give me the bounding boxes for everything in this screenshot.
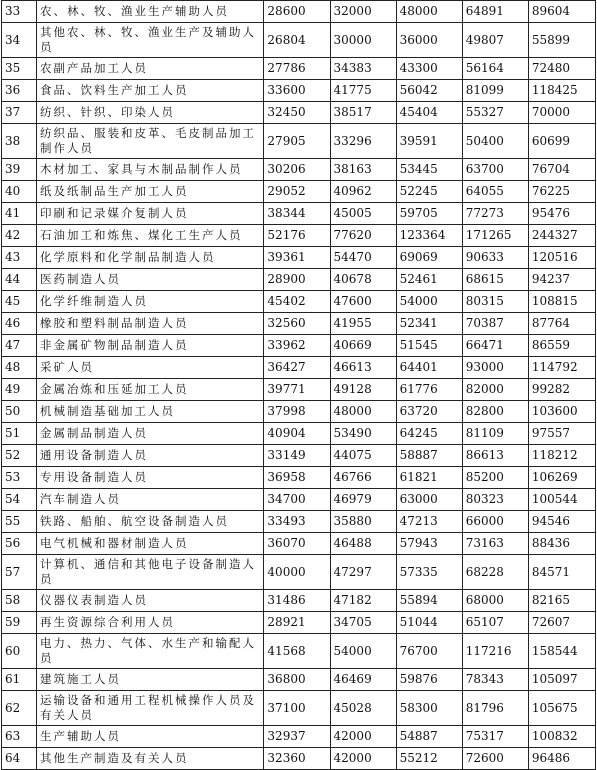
table-row — [2, 80, 596, 102]
wage-value-cell: 36958 — [264, 467, 330, 489]
wage-value-cell: 46488 — [330, 533, 396, 555]
wage-value-cell: 32360 — [264, 748, 330, 770]
wage-value-cell: 50400 — [462, 124, 528, 159]
occupation-name-cell: 食品、饮料生产加工人员 — [37, 80, 264, 102]
wage-value-cell: 105675 — [528, 691, 595, 726]
wage-value-cell: 27786 — [264, 58, 330, 80]
wage-value-cell: 38344 — [264, 203, 330, 225]
wage-value-cell: 40000 — [264, 555, 330, 590]
wage-value-cell: 86559 — [528, 335, 595, 357]
wage-value-cell: 56164 — [462, 58, 528, 80]
wage-value-cell: 106269 — [528, 467, 595, 489]
wage-value-cell: 44075 — [330, 445, 396, 467]
wage-value-cell: 69069 — [396, 247, 462, 269]
wage-value-cell: 95476 — [528, 203, 595, 225]
wage-value-cell: 40962 — [330, 181, 396, 203]
row-number-cell: 56 — [2, 533, 37, 555]
wage-value-cell: 32000 — [330, 1, 396, 23]
table-row — [2, 533, 596, 555]
wage-value-cell: 84571 — [528, 555, 595, 590]
wage-value-cell: 38163 — [330, 159, 396, 181]
row-number-cell: 37 — [2, 102, 37, 124]
row-number-cell: 47 — [2, 335, 37, 357]
occupation-name-cell: 计算机、通信和其他电子设备制造人员 — [37, 555, 264, 590]
wage-value-cell: 108815 — [528, 291, 595, 313]
wage-value-cell: 39771 — [264, 379, 330, 401]
table-row — [2, 357, 596, 379]
wage-value-cell: 29052 — [264, 181, 330, 203]
wage-value-cell: 34700 — [264, 489, 330, 511]
table-row — [2, 159, 596, 181]
wage-value-cell: 40904 — [264, 423, 330, 445]
occupation-name-cell: 生产辅助人员 — [37, 726, 264, 748]
wage-value-cell: 114792 — [528, 357, 595, 379]
wage-value-cell: 63000 — [396, 489, 462, 511]
row-number-cell: 63 — [2, 726, 37, 748]
wage-value-cell: 61821 — [396, 467, 462, 489]
wage-value-cell: 117216 — [462, 634, 528, 669]
row-number-cell: 62 — [2, 691, 37, 726]
wage-value-cell: 51044 — [396, 612, 462, 634]
wage-value-cell: 33493 — [264, 511, 330, 533]
occupation-name-cell: 橡胶和塑料制品制造人员 — [37, 313, 264, 335]
wage-value-cell: 47600 — [330, 291, 396, 313]
table-row — [2, 423, 596, 445]
row-number-cell: 49 — [2, 379, 37, 401]
wage-value-cell: 55327 — [462, 102, 528, 124]
occupation-name-cell: 金属制品制造人员 — [37, 423, 264, 445]
wage-table — [1, 0, 596, 770]
wage-value-cell: 32450 — [264, 102, 330, 124]
table-row — [2, 1, 596, 23]
table-row — [2, 669, 596, 691]
occupation-name-cell: 其他农、林、牧、渔业生产及辅助人员 — [37, 23, 264, 58]
wage-value-cell: 66000 — [462, 511, 528, 533]
wage-value-cell: 37998 — [264, 401, 330, 423]
occupation-name-cell: 机械制造基础加工人员 — [37, 401, 264, 423]
wage-value-cell: 32937 — [264, 726, 330, 748]
wage-value-cell: 93000 — [462, 357, 528, 379]
row-number-cell: 46 — [2, 313, 37, 335]
wage-value-cell: 55212 — [396, 748, 462, 770]
wage-value-cell: 43300 — [396, 58, 462, 80]
table-row — [2, 634, 596, 669]
wage-value-cell: 97557 — [528, 423, 595, 445]
wage-value-cell: 46469 — [330, 669, 396, 691]
occupation-name-cell: 医药制造人员 — [37, 269, 264, 291]
wage-value-cell: 47213 — [396, 511, 462, 533]
wage-value-cell: 55899 — [528, 23, 595, 58]
wage-value-cell: 105097 — [528, 669, 595, 691]
table-row — [2, 23, 596, 58]
wage-value-cell: 85200 — [462, 467, 528, 489]
occupation-name-cell: 电力、热力、气体、水生产和输配人员 — [37, 634, 264, 669]
occupation-name-cell: 运输设备和通用工程机械操作人员及有关人员 — [37, 691, 264, 726]
wage-value-cell: 82800 — [462, 401, 528, 423]
wage-value-cell: 27905 — [264, 124, 330, 159]
wage-value-cell: 33962 — [264, 335, 330, 357]
row-number-cell: 44 — [2, 269, 37, 291]
row-number-cell: 45 — [2, 291, 37, 313]
wage-value-cell: 47297 — [330, 555, 396, 590]
wage-value-cell: 81796 — [462, 691, 528, 726]
row-number-cell: 60 — [2, 634, 37, 669]
wage-value-cell: 53445 — [396, 159, 462, 181]
occupation-name-cell: 其他生产制造及有关人员 — [37, 748, 264, 770]
wage-value-cell: 41775 — [330, 80, 396, 102]
wage-value-cell: 35880 — [330, 511, 396, 533]
table-row — [2, 181, 596, 203]
wage-value-cell: 54887 — [396, 726, 462, 748]
row-number-cell: 53 — [2, 467, 37, 489]
wage-value-cell: 75317 — [462, 726, 528, 748]
wage-value-cell: 52176 — [264, 225, 330, 247]
row-number-cell: 51 — [2, 423, 37, 445]
wage-value-cell: 49807 — [462, 23, 528, 58]
wage-value-cell: 58887 — [396, 445, 462, 467]
wage-value-cell: 55894 — [396, 590, 462, 612]
wage-value-cell: 45404 — [396, 102, 462, 124]
wage-value-cell: 28900 — [264, 269, 330, 291]
wage-value-cell: 88436 — [528, 533, 595, 555]
table-row — [2, 445, 596, 467]
wage-value-cell: 82165 — [528, 590, 595, 612]
wage-value-cell: 64055 — [462, 181, 528, 203]
table-row — [2, 748, 596, 770]
occupation-name-cell: 仪器仪表制造人员 — [37, 590, 264, 612]
wage-value-cell: 78343 — [462, 669, 528, 691]
wage-value-cell: 76225 — [528, 181, 595, 203]
wage-value-cell: 41568 — [264, 634, 330, 669]
wage-value-cell: 80323 — [462, 489, 528, 511]
wage-value-cell: 45028 — [330, 691, 396, 726]
wage-value-cell: 57335 — [396, 555, 462, 590]
occupation-name-cell: 铁路、船舶、航空设备制造人员 — [37, 511, 264, 533]
wage-value-cell: 54000 — [396, 291, 462, 313]
wage-value-cell: 118425 — [528, 80, 595, 102]
wage-value-cell: 33149 — [264, 445, 330, 467]
table-row — [2, 467, 596, 489]
wage-value-cell: 46613 — [330, 357, 396, 379]
wage-value-cell: 86613 — [462, 445, 528, 467]
wage-value-cell: 64401 — [396, 357, 462, 379]
row-number-cell: 50 — [2, 401, 37, 423]
wage-value-cell: 36000 — [396, 23, 462, 58]
row-number-cell: 38 — [2, 124, 37, 159]
table-row — [2, 335, 596, 357]
wage-value-cell: 45402 — [264, 291, 330, 313]
occupation-name-cell: 纸及纸制品生产加工人员 — [37, 181, 264, 203]
row-number-cell: 48 — [2, 357, 37, 379]
table-row — [2, 291, 596, 313]
wage-value-cell: 89604 — [528, 1, 595, 23]
row-number-cell: 33 — [2, 1, 37, 23]
wage-value-cell: 28600 — [264, 1, 330, 23]
occupation-name-cell: 农、林、牧、渔业生产辅助人员 — [37, 1, 264, 23]
row-number-cell: 36 — [2, 80, 37, 102]
row-number-cell: 34 — [2, 23, 37, 58]
wage-value-cell: 30000 — [330, 23, 396, 58]
wage-value-cell: 99282 — [528, 379, 595, 401]
wage-value-cell: 100544 — [528, 489, 595, 511]
wage-value-cell: 34383 — [330, 58, 396, 80]
wage-value-cell: 48000 — [330, 401, 396, 423]
wage-value-cell: 28921 — [264, 612, 330, 634]
occupation-name-cell: 木材加工、家具与木制品制作人员 — [37, 159, 264, 181]
wage-value-cell: 51545 — [396, 335, 462, 357]
wage-value-cell: 61776 — [396, 379, 462, 401]
row-number-cell: 35 — [2, 58, 37, 80]
table-row — [2, 489, 596, 511]
table-row — [2, 124, 596, 159]
row-number-cell: 42 — [2, 225, 37, 247]
row-number-cell: 39 — [2, 159, 37, 181]
row-number-cell: 54 — [2, 489, 37, 511]
wage-value-cell: 77620 — [330, 225, 396, 247]
table-row — [2, 313, 596, 335]
occupation-name-cell: 化学纤维制造人员 — [37, 291, 264, 313]
wage-value-cell: 57943 — [396, 533, 462, 555]
table-row — [2, 102, 596, 124]
wage-value-cell: 63720 — [396, 401, 462, 423]
wage-value-cell: 100832 — [528, 726, 595, 748]
wage-value-cell: 52245 — [396, 181, 462, 203]
wage-value-cell: 118212 — [528, 445, 595, 467]
wage-value-cell: 76704 — [528, 159, 595, 181]
table-row — [2, 203, 596, 225]
table-row — [2, 691, 596, 726]
occupation-name-cell: 电气机械和器材制造人员 — [37, 533, 264, 555]
wage-value-cell: 80315 — [462, 291, 528, 313]
wage-value-cell: 30206 — [264, 159, 330, 181]
occupation-name-cell: 纺织、针织、印染人员 — [37, 102, 264, 124]
wage-value-cell: 34705 — [330, 612, 396, 634]
wage-value-cell: 64245 — [396, 423, 462, 445]
row-number-cell: 55 — [2, 511, 37, 533]
wage-value-cell: 39591 — [396, 124, 462, 159]
occupation-name-cell: 建筑施工人员 — [37, 669, 264, 691]
occupation-name-cell: 印刷和记录媒介复制人员 — [37, 203, 264, 225]
wage-value-cell: 58300 — [396, 691, 462, 726]
table-row — [2, 269, 596, 291]
wage-value-cell: 39361 — [264, 247, 330, 269]
wage-value-cell: 38517 — [330, 102, 396, 124]
occupation-name-cell: 采矿人员 — [37, 357, 264, 379]
occupation-name-cell: 通用设备制造人员 — [37, 445, 264, 467]
wage-value-cell: 72480 — [528, 58, 595, 80]
occupation-name-cell: 石油加工和炼焦、煤化工生产人员 — [37, 225, 264, 247]
occupation-name-cell: 农副产品加工人员 — [37, 58, 264, 80]
row-number-cell: 64 — [2, 748, 37, 770]
wage-value-cell: 53490 — [330, 423, 396, 445]
wage-value-cell: 87764 — [528, 313, 595, 335]
occupation-name-cell: 纺织品、服装和皮革、毛皮制品加工制作人员 — [37, 124, 264, 159]
wage-value-cell: 120516 — [528, 247, 595, 269]
wage-value-cell: 46979 — [330, 489, 396, 511]
wage-value-cell: 123364 — [396, 225, 462, 247]
row-number-cell: 58 — [2, 590, 37, 612]
table-row — [2, 247, 596, 269]
wage-value-cell: 54000 — [330, 634, 396, 669]
wage-value-cell: 81099 — [462, 80, 528, 102]
wage-value-cell: 40669 — [330, 335, 396, 357]
wage-value-cell: 59876 — [396, 669, 462, 691]
wage-value-cell: 68615 — [462, 269, 528, 291]
wage-value-cell: 73163 — [462, 533, 528, 555]
wage-value-cell: 47182 — [330, 590, 396, 612]
wage-value-cell: 36070 — [264, 533, 330, 555]
wage-table-body — [2, 1, 596, 770]
occupation-name-cell: 非金属矿物制品制造人员 — [37, 335, 264, 357]
wage-value-cell: 45005 — [330, 203, 396, 225]
wage-value-cell: 42000 — [330, 726, 396, 748]
wage-value-cell: 90633 — [462, 247, 528, 269]
row-number-cell: 40 — [2, 181, 37, 203]
row-number-cell: 43 — [2, 247, 37, 269]
wage-value-cell: 49128 — [330, 379, 396, 401]
wage-value-cell: 72600 — [462, 748, 528, 770]
wage-value-cell: 96486 — [528, 748, 595, 770]
wage-value-cell: 65107 — [462, 612, 528, 634]
table-row — [2, 511, 596, 533]
wage-value-cell: 26804 — [264, 23, 330, 58]
row-number-cell: 41 — [2, 203, 37, 225]
wage-value-cell: 68000 — [462, 590, 528, 612]
wage-value-cell: 82000 — [462, 379, 528, 401]
wage-value-cell: 33600 — [264, 80, 330, 102]
wage-value-cell: 32560 — [264, 313, 330, 335]
table-row — [2, 225, 596, 247]
table-row — [2, 590, 596, 612]
wage-value-cell: 70387 — [462, 313, 528, 335]
wage-value-cell: 52461 — [396, 269, 462, 291]
occupation-name-cell: 专用设备制造人员 — [37, 467, 264, 489]
wage-value-cell: 66471 — [462, 335, 528, 357]
wage-value-cell: 54470 — [330, 247, 396, 269]
row-number-cell: 61 — [2, 669, 37, 691]
wage-value-cell: 59705 — [396, 203, 462, 225]
row-number-cell: 57 — [2, 555, 37, 590]
wage-value-cell: 94546 — [528, 511, 595, 533]
wage-value-cell: 36800 — [264, 669, 330, 691]
wage-value-cell: 171265 — [462, 225, 528, 247]
table-row — [2, 726, 596, 748]
wage-value-cell: 33296 — [330, 124, 396, 159]
wage-value-cell: 46766 — [330, 467, 396, 489]
wage-value-cell: 77273 — [462, 203, 528, 225]
wage-value-cell: 40678 — [330, 269, 396, 291]
wage-value-cell: 41955 — [330, 313, 396, 335]
wage-value-cell: 48000 — [396, 1, 462, 23]
occupation-name-cell: 汽车制造人员 — [37, 489, 264, 511]
wage-value-cell: 56042 — [396, 80, 462, 102]
wage-value-cell: 158544 — [528, 634, 595, 669]
wage-value-cell: 76700 — [396, 634, 462, 669]
wage-value-cell: 36427 — [264, 357, 330, 379]
table-row — [2, 612, 596, 634]
row-number-cell: 59 — [2, 612, 37, 634]
wage-value-cell: 42000 — [330, 748, 396, 770]
wage-value-cell: 63700 — [462, 159, 528, 181]
wage-value-cell: 94237 — [528, 269, 595, 291]
table-row — [2, 58, 596, 80]
wage-value-cell: 60699 — [528, 124, 595, 159]
table-row — [2, 555, 596, 590]
row-number-cell: 52 — [2, 445, 37, 467]
wage-value-cell: 37100 — [264, 691, 330, 726]
wage-value-cell: 31486 — [264, 590, 330, 612]
table-row — [2, 379, 596, 401]
wage-value-cell: 72607 — [528, 612, 595, 634]
occupation-name-cell: 化学原料和化学制品制造人员 — [37, 247, 264, 269]
wage-value-cell: 81109 — [462, 423, 528, 445]
wage-value-cell: 68228 — [462, 555, 528, 590]
wage-value-cell: 64891 — [462, 1, 528, 23]
wage-value-cell: 244327 — [528, 225, 595, 247]
occupation-name-cell: 金属冶炼和压延加工人员 — [37, 379, 264, 401]
wage-value-cell: 103600 — [528, 401, 595, 423]
table-row — [2, 401, 596, 423]
occupation-name-cell: 再生资源综合利用人员 — [37, 612, 264, 634]
wage-value-cell: 52341 — [396, 313, 462, 335]
wage-value-cell: 70000 — [528, 102, 595, 124]
